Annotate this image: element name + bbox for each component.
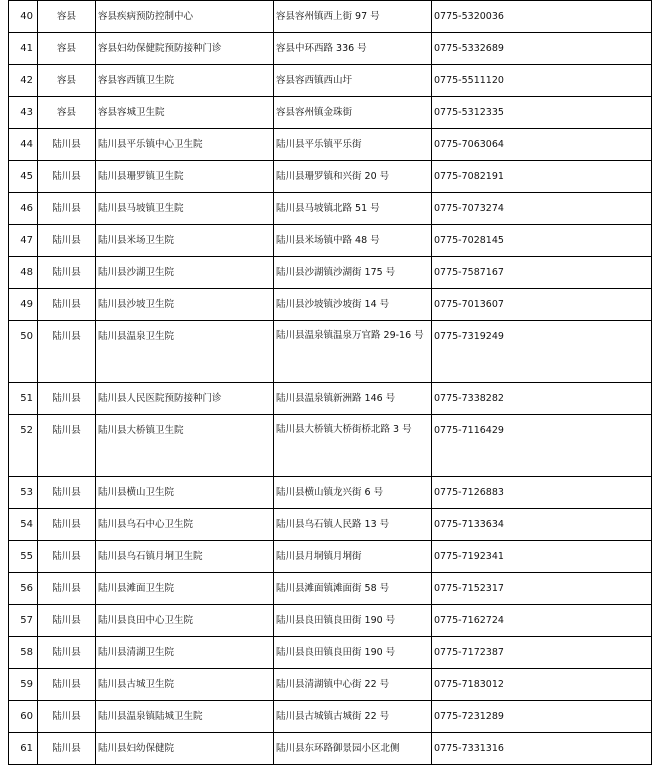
address-cell-text: 陆川县月垌镇月垌街	[276, 551, 362, 562]
address-cell	[274, 65, 432, 97]
county-cell-text: 陆川县	[52, 519, 81, 530]
table-row	[9, 669, 652, 701]
address-cell	[274, 257, 432, 289]
address-cell-text: 容县容西镇西山圩	[276, 75, 353, 86]
county-cell	[38, 33, 96, 65]
county-cell	[38, 161, 96, 193]
phone-cell-text: 0775-5511120	[434, 75, 504, 86]
row-number	[9, 193, 38, 225]
county-cell-text: 陆川县	[52, 647, 81, 658]
county-cell	[38, 383, 96, 415]
facility-name-cell-text: 陆川县温泉卫生院	[98, 331, 175, 342]
phone-cell-text: 0775-7183012	[434, 679, 504, 690]
row-number	[9, 541, 38, 573]
county-cell	[38, 701, 96, 733]
row-number-text: 55	[20, 551, 33, 562]
county-cell-text: 陆川县	[52, 139, 81, 150]
address-cell-text: 陆川县温泉镇温泉万官路 29-16 号	[276, 330, 424, 341]
phone-cell	[432, 321, 652, 383]
address-cell	[274, 161, 432, 193]
address-cell-text: 陆川县良田镇良田街 190 号	[276, 615, 396, 626]
facility-name-cell	[96, 289, 274, 321]
facility-name-cell-text: 容县疾病预防控制中心	[98, 11, 194, 22]
address-cell	[274, 701, 432, 733]
county-cell	[38, 321, 96, 383]
facility-name-cell	[96, 161, 274, 193]
county-cell-text: 容县	[56, 107, 76, 118]
phone-cell	[432, 225, 652, 257]
row-number-text: 53	[20, 487, 33, 498]
address-cell-text: 陆川县沙坡镇沙坡街 14 号	[276, 299, 390, 310]
phone-cell-text: 0775-5312335	[434, 107, 504, 118]
facility-name-cell	[96, 605, 274, 637]
facility-name-cell-text: 陆川县温泉镇陆城卫生院	[98, 711, 203, 722]
phone-cell-text: 0775-5320036	[434, 11, 504, 22]
row-number	[9, 1, 38, 33]
facility-name-cell	[96, 129, 274, 161]
address-cell	[274, 225, 432, 257]
phone-cell-text: 0775-7319249	[434, 331, 504, 342]
phone-cell	[432, 669, 652, 701]
row-number	[9, 65, 38, 97]
facility-name-cell	[96, 415, 274, 477]
phone-cell	[432, 637, 652, 669]
phone-cell-text: 0775-7133634	[434, 519, 504, 530]
address-cell-text: 陆川县珊罗镇和兴街 20 号	[276, 171, 390, 182]
table-row	[9, 33, 652, 65]
address-cell-text: 陆川县沙湖镇沙湖街 175 号	[276, 267, 396, 278]
county-cell-text: 陆川县	[52, 331, 81, 342]
facility-name-cell	[96, 509, 274, 541]
table-row	[9, 161, 652, 193]
facility-name-cell-text: 容县妇幼保健院预防接种门诊	[98, 43, 222, 54]
county-cell-text: 陆川县	[52, 235, 81, 246]
address-cell	[274, 33, 432, 65]
row-number	[9, 701, 38, 733]
phone-cell	[432, 257, 652, 289]
facility-name-cell	[96, 225, 274, 257]
row-number-text: 47	[20, 235, 33, 246]
phone-cell-text: 0775-7172387	[434, 647, 504, 658]
facility-name-cell	[96, 257, 274, 289]
row-number-text: 46	[20, 203, 33, 214]
facility-name-cell	[96, 193, 274, 225]
facility-name-cell	[96, 541, 274, 573]
facility-name-cell	[96, 383, 274, 415]
address-cell	[274, 669, 432, 701]
row-number-text: 48	[20, 267, 33, 278]
facility-name-cell	[96, 477, 274, 509]
row-number-text: 56	[20, 583, 33, 594]
county-cell	[38, 129, 96, 161]
address-cell-text: 容县容州镇金珠街	[276, 107, 353, 118]
address-cell	[274, 289, 432, 321]
county-cell-text: 陆川县	[52, 203, 81, 214]
row-number-text: 44	[20, 139, 33, 150]
address-cell-text: 陆川县乌石镇人民路 13 号	[276, 519, 390, 530]
table-row	[9, 541, 652, 573]
table-row	[9, 225, 652, 257]
facility-name-cell	[96, 321, 274, 383]
county-cell-text: 陆川县	[52, 299, 81, 310]
table-row	[9, 637, 652, 669]
address-cell-text: 陆川县东环路御景园小区北侧	[276, 743, 400, 754]
county-cell	[38, 97, 96, 129]
phone-cell-text: 0775-7152317	[434, 583, 504, 594]
county-cell-text: 容县	[56, 43, 76, 54]
county-cell	[38, 605, 96, 637]
row-number	[9, 225, 38, 257]
phone-cell-text: 0775-7162724	[434, 615, 504, 626]
facility-name-cell-text: 陆川县乌石中心卫生院	[98, 519, 194, 530]
county-cell-text: 陆川县	[52, 583, 81, 594]
county-cell-text: 陆川县	[52, 267, 81, 278]
facility-name-cell-text: 陆川县清湖卫生院	[98, 647, 175, 658]
phone-cell	[432, 33, 652, 65]
phone-cell	[432, 573, 652, 605]
row-number-text: 43	[20, 107, 33, 118]
phone-cell	[432, 129, 652, 161]
table-row	[9, 321, 652, 383]
phone-cell-text: 0775-7082191	[434, 171, 504, 182]
county-cell	[38, 1, 96, 33]
phone-cell	[432, 383, 652, 415]
table-row	[9, 383, 652, 415]
facility-name-cell-text: 陆川县滩面卫生院	[98, 583, 175, 594]
facility-name-cell-text: 容县容城卫生院	[98, 107, 165, 118]
address-cell-text: 陆川县大桥镇大桥街桥北路 3 号	[276, 424, 412, 435]
table-row	[9, 509, 652, 541]
row-number	[9, 509, 38, 541]
phone-cell	[432, 97, 652, 129]
phone-cell-text: 0775-7231289	[434, 711, 504, 722]
address-cell	[274, 383, 432, 415]
row-number-text: 52	[20, 425, 33, 436]
row-number-text: 51	[20, 393, 33, 404]
county-cell	[38, 257, 96, 289]
address-cell-text: 容县中环西路 336 号	[276, 43, 367, 54]
facility-name-cell-text: 容县容西镇卫生院	[98, 75, 175, 86]
row-number	[9, 605, 38, 637]
row-number-text: 58	[20, 647, 33, 658]
facility-name-cell-text: 陆川县珊罗镇卫生院	[98, 171, 184, 182]
row-number	[9, 161, 38, 193]
row-number	[9, 477, 38, 509]
county-cell	[38, 477, 96, 509]
phone-cell	[432, 733, 652, 765]
facility-name-cell-text: 陆川县米场卫生院	[98, 235, 175, 246]
facility-name-cell-text: 陆川县古城卫生院	[98, 679, 175, 690]
phone-cell-text: 0775-7116429	[434, 425, 504, 436]
table-row	[9, 289, 652, 321]
facility-name-cell	[96, 65, 274, 97]
row-number-text: 49	[20, 299, 33, 310]
row-number	[9, 573, 38, 605]
table-row	[9, 97, 652, 129]
county-cell	[38, 225, 96, 257]
phone-cell-text: 0775-7126883	[434, 487, 504, 498]
address-cell-text: 容县容州镇西上街 97 号	[276, 11, 380, 22]
address-cell-text: 陆川县米场镇中路 48 号	[276, 235, 380, 246]
county-cell	[38, 509, 96, 541]
row-number	[9, 733, 38, 765]
address-cell-text: 陆川县清湖镇中心街 22 号	[276, 679, 390, 690]
phone-cell	[432, 415, 652, 477]
address-cell	[274, 129, 432, 161]
row-number	[9, 415, 38, 477]
facility-name-cell-text: 陆川县马坡镇卫生院	[98, 203, 184, 214]
facility-name-cell-text: 陆川县横山卫生院	[98, 487, 175, 498]
county-cell-text: 容县	[56, 75, 76, 86]
row-number-text: 57	[20, 615, 33, 626]
facility-name-cell-text: 陆川县大桥镇卫生院	[98, 425, 184, 436]
row-number-text: 42	[20, 75, 33, 86]
row-number-text: 40	[20, 11, 33, 22]
county-cell-text: 陆川县	[52, 487, 81, 498]
row-number-text: 50	[20, 331, 33, 342]
address-cell	[274, 573, 432, 605]
address-cell	[274, 541, 432, 573]
facility-name-cell	[96, 97, 274, 129]
county-cell	[38, 541, 96, 573]
address-cell-text: 陆川县古城镇古城街 22 号	[276, 711, 390, 722]
address-cell	[274, 509, 432, 541]
facility-name-cell	[96, 701, 274, 733]
phone-cell	[432, 541, 652, 573]
table-row	[9, 477, 652, 509]
county-cell	[38, 289, 96, 321]
phone-cell-text: 0775-7028145	[434, 235, 504, 246]
row-number-text: 41	[20, 43, 33, 54]
phone-cell-text: 0775-7331316	[434, 743, 504, 754]
facility-name-cell	[96, 1, 274, 33]
facility-name-cell-text: 陆川县乌石镇月垌卫生院	[98, 551, 203, 562]
facility-name-cell-text: 陆川县平乐镇中心卫生院	[98, 139, 203, 150]
phone-cell-text: 0775-7338282	[434, 393, 504, 404]
phone-cell	[432, 477, 652, 509]
table-row	[9, 193, 652, 225]
table-row	[9, 65, 652, 97]
county-cell-text: 陆川县	[52, 615, 81, 626]
facility-name-cell-text: 陆川县沙湖卫生院	[98, 267, 175, 278]
address-cell-text: 陆川县横山镇龙兴街 6 号	[276, 487, 384, 498]
row-number	[9, 129, 38, 161]
row-number-text: 54	[20, 519, 33, 530]
county-cell	[38, 415, 96, 477]
table-row	[9, 415, 652, 477]
facility-name-cell-text: 陆川县人民医院预防接种门诊	[98, 393, 222, 404]
row-number	[9, 289, 38, 321]
address-cell	[274, 97, 432, 129]
table-row	[9, 129, 652, 161]
county-cell-text: 陆川县	[52, 743, 81, 754]
table-row	[9, 257, 652, 289]
row-number-text: 61	[20, 743, 33, 754]
phone-cell	[432, 605, 652, 637]
county-cell-text: 陆川县	[52, 393, 81, 404]
phone-cell	[432, 65, 652, 97]
address-cell	[274, 193, 432, 225]
facility-name-cell	[96, 733, 274, 765]
phone-cell-text: 0775-7192341	[434, 551, 504, 562]
county-cell-text: 容县	[56, 11, 76, 22]
facility-name-cell	[96, 637, 274, 669]
phone-cell	[432, 161, 652, 193]
phone-cell-text: 0775-7013607	[434, 299, 504, 310]
facility-name-cell-text: 陆川县沙坡卫生院	[98, 299, 175, 310]
row-number-text: 45	[20, 171, 33, 182]
county-cell-text: 陆川县	[52, 711, 81, 722]
county-cell	[38, 65, 96, 97]
table-row	[9, 573, 652, 605]
address-cell	[274, 605, 432, 637]
phone-cell	[432, 509, 652, 541]
table-row	[9, 701, 652, 733]
phone-cell	[432, 193, 652, 225]
table-row	[9, 605, 652, 637]
phone-cell	[432, 701, 652, 733]
county-cell-text: 陆川县	[52, 551, 81, 562]
county-cell	[38, 193, 96, 225]
county-cell-text: 陆川县	[52, 425, 81, 436]
county-cell	[38, 637, 96, 669]
facility-name-cell-text: 陆川县妇幼保健院	[98, 743, 175, 754]
address-cell	[274, 477, 432, 509]
row-number	[9, 33, 38, 65]
phone-cell-text: 0775-7073274	[434, 203, 504, 214]
phone-cell-text: 0775-7587167	[434, 267, 504, 278]
county-cell	[38, 669, 96, 701]
row-number	[9, 383, 38, 415]
table-body	[9, 1, 652, 765]
facility-name-cell	[96, 573, 274, 605]
address-cell	[274, 637, 432, 669]
address-cell-text: 陆川县温泉镇新洲路 146 号	[276, 393, 396, 404]
row-number-text: 60	[20, 711, 33, 722]
address-cell	[274, 1, 432, 33]
facility-name-cell	[96, 33, 274, 65]
facility-name-cell-text: 陆川县良田中心卫生院	[98, 615, 194, 626]
county-cell-text: 陆川县	[52, 171, 81, 182]
address-cell-text: 陆川县滩面镇滩面街 58 号	[276, 583, 390, 594]
row-number	[9, 257, 38, 289]
address-cell	[274, 733, 432, 765]
county-cell	[38, 733, 96, 765]
address-cell	[274, 321, 432, 383]
row-number	[9, 669, 38, 701]
phone-cell	[432, 1, 652, 33]
vaccination-site-table	[8, 0, 652, 765]
address-cell	[274, 415, 432, 477]
phone-cell-text: 0775-5332689	[434, 43, 504, 54]
table-row	[9, 1, 652, 33]
address-cell-text: 陆川县马坡镇北路 51 号	[276, 203, 380, 214]
table-row	[9, 733, 652, 765]
row-number	[9, 97, 38, 129]
phone-cell-text: 0775-7063064	[434, 139, 504, 150]
phone-cell	[432, 289, 652, 321]
address-cell-text: 陆川县平乐镇平乐街	[276, 139, 362, 150]
row-number	[9, 637, 38, 669]
row-number-text: 59	[20, 679, 33, 690]
row-number	[9, 321, 38, 383]
county-cell	[38, 573, 96, 605]
address-cell-text: 陆川县良田镇良田街 190 号	[276, 647, 396, 658]
facility-name-cell	[96, 669, 274, 701]
county-cell-text: 陆川县	[52, 679, 81, 690]
